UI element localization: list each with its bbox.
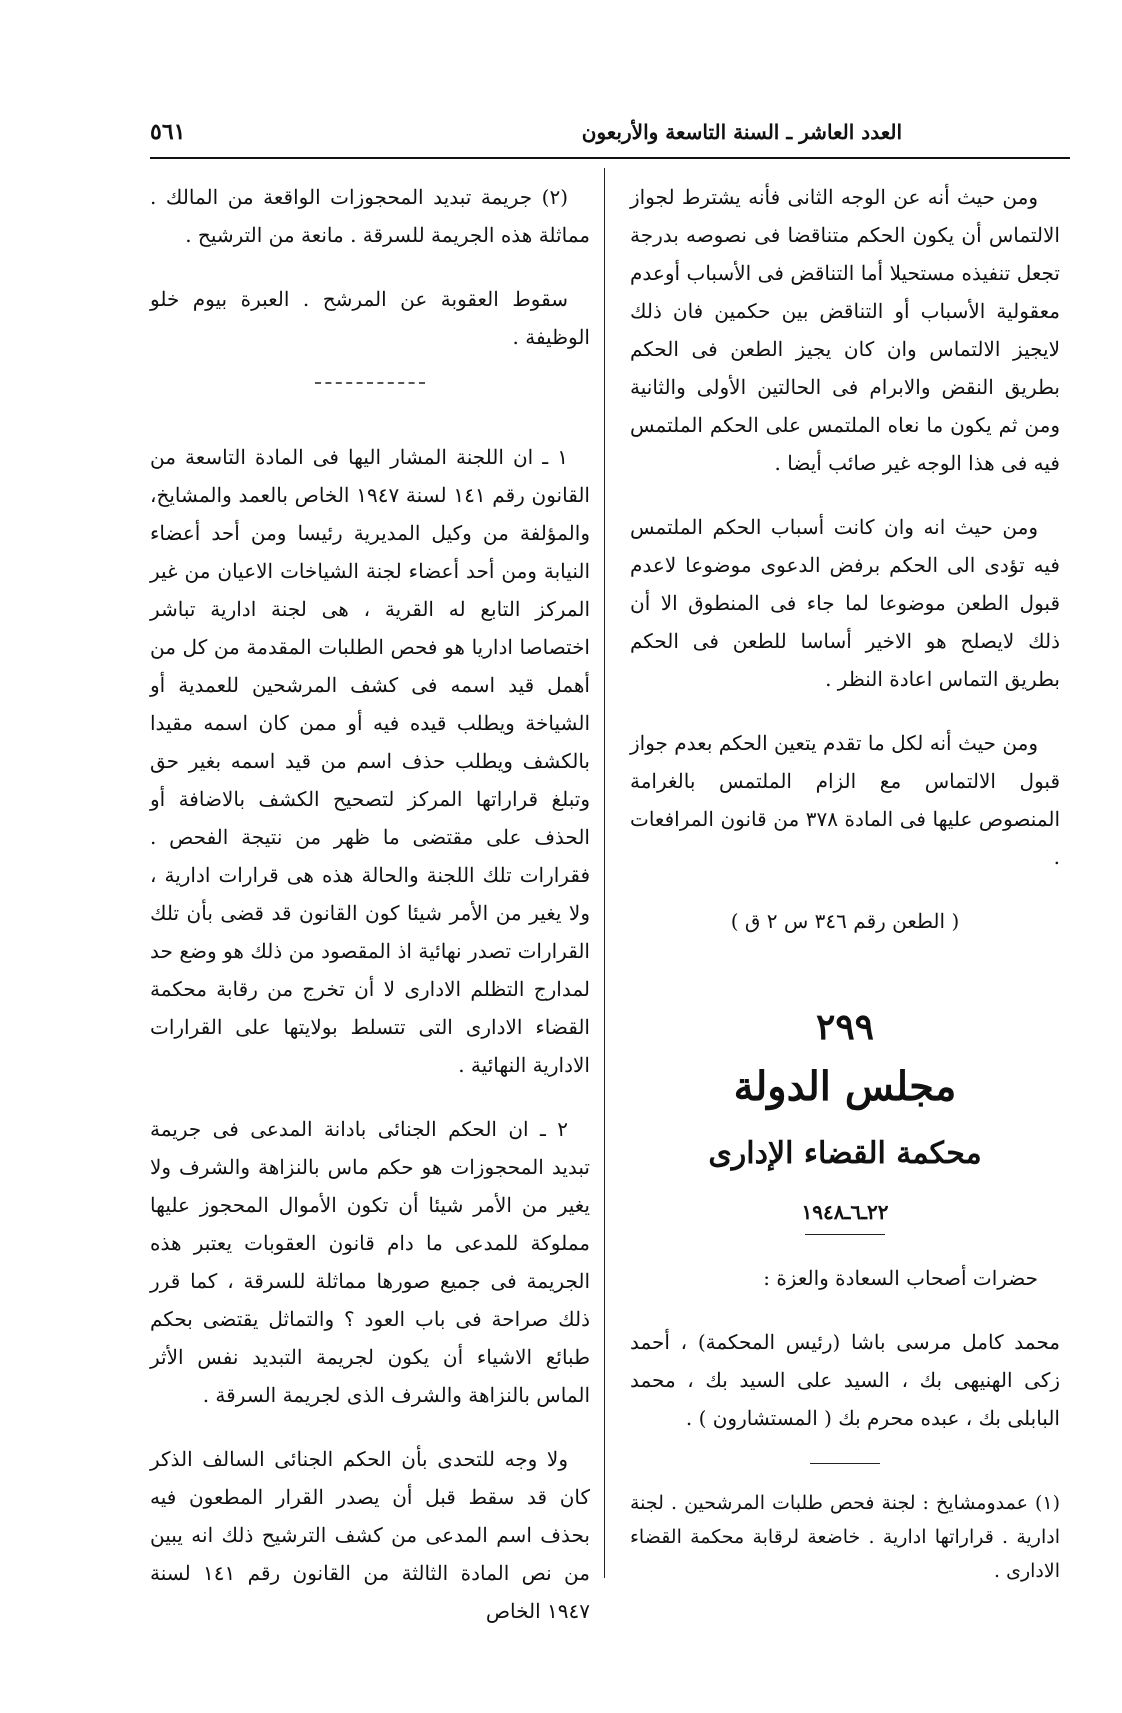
paragraph: ١ ـ ان اللجنة المشار اليها فى المادة التاسعة من القانون رقم ١٤١ لسنة ١٩٤٧ الخاص بالعمد والمشايخ، والمؤلفة من وكيل المديرية رئيسا ومن أحد أعضاء النيابة ومن أحد أعضاء لجنة الشياخات الاعيان من غير المركز التابع له القرية ، هى لجنة ادارية تباشر اختصاصا اداريا هو فحص الطلبات المقدمة من كل من أهمل قيد اسمه فى كشف المرشحين للعمدية أو الشياخة ويطلب قيده فيه أو ممن كان اسمه مقيدا بالكشف ويطلب حذف اسم من قيد اسمه بغير حق وتبلغ قراراتها المركز لتصحيح الكشف بالاضافة أو الحذف على مقتضى ما ظهر من نتيجة الفحص . فقرارات تلك اللجنة والحالة هذه هى قرارات ادارية ، ولا يغير من الأمر شيئا كون القانون قد قضى بأن تلك القرارات تصدر نهائية اذ المقصود من ذلك هو وضع حد لمدارج التظلم الادارى لا أن تخرج من رقابة محكمة القضاء الادارى التى تتسلط بولايتها على القرارات الادارية النهائية . — [150, 445, 590, 1077]
paragraph: ولا وجه للتحدى بأن الحكم الجنائى السالف الذكر كان قد سقط قبل أن يصدر القرار المطعون فيه بحذف اسم المدعى من كشف الترشيح ذلك انه يبين من نص المادة الثالثة من القانون رقم ١٤١ لسنة ١٩٤٧ الخاص — [150, 1447, 590, 1623]
divider — [805, 1234, 885, 1235]
column-divider — [604, 168, 605, 1578]
summary-point: سقوط العقوبة عن المرشح . العبرة بيوم خلو الوظيفة . — [150, 287, 590, 349]
case-reference: ( الطعن رقم ٣٤٦ س ٢ ق ) — [730, 909, 960, 933]
members-heading: حضرات أصحاب السعادة والعزة : — [763, 1266, 1038, 1290]
left-column — [150, 178, 590, 1656]
judgment-date: ٢٢ـ٦ـ١٩٤٨ — [801, 1200, 889, 1224]
header-rule — [150, 157, 1070, 159]
members-list: محمد كامل مرسى باشا (رئيس المحكمة) ، أحمد زكى الهنيهى بك ، السيد على السيد بك ، محمد البابلى بك ، عبده محرم بك ( المستشارون ) . — [630, 1330, 1060, 1430]
summary-point: (٢) جريمة تبديد المحجوزات الواقعة من المالك . مماثلة هذه الجريمة للسرقة . مانعة من الترشيح . — [150, 185, 590, 247]
paragraph: ومن حيث أنه لكل ما تقدم يتعين الحكم بعدم جواز قبول الالتماس مع الزام الملتمس بالغرامة المنصوص عليها فى المادة ٣٧٨ من قانون المرافعات . — [630, 731, 1061, 869]
paragraph: ٢ ـ ان الحكم الجنائى بادانة المدعى فى جريمة تبديد المحجوزات هو حكم ماس بالنزاهة والشرف ولا يغير من الأمر شيئا أن تكون الأموال المحجوز عليها مملوكة للمدعى ما دام قانون العقوبات يعتبر هذه الجريمة فى جميع صورها مماثلة للسرقة ، كما قرر ذلك صراحة فى باب العود ؟ والتماثل يقتضى بحكم طبائع الاشياء أن يكون لجريمة التبديد نفس الأثر الماس بالنزاهة والشرف الذى لجريمة السرقة . — [150, 1117, 590, 1407]
paragraph: ومن حيث أنه عن الوجه الثانى فأنه يشترط لجواز الالتماس أن يكون الحكم متناقضا فى نصوصه بدرجة تجعل تنفيذه مستحيلا أما التناقض فى الأسباب أوعدم معقولية الأسباب أو التناقض بين حكمين فان ذلك لايجيز الالتماس وان كان يجيز الطعن فى الحكم بطريق النقض والابرام فى الحالتين الأولى والثانية ومن ثم يكون ما نعاه الملتمس على الحكم الملتمس فيه فى هذا الوجه غير صائب أيضا . — [630, 185, 1060, 475]
section-divider — [315, 382, 425, 384]
footnote: (١) عمدومشايخ : لجنة فحص طلبات المرشحين . لجنة ادارية . قراراتها ادارية . خاضعة لرقابة محكمة القضاء الادارى . — [630, 1492, 1060, 1582]
divider — [810, 1463, 880, 1464]
court-name: مجلس الدولة — [733, 1063, 957, 1110]
chamber-name: محكمة القضاء الإدارى — [708, 1136, 982, 1171]
paragraph: ومن حيث انه وان كانت أسباب الحكم الملتمس فيه تؤدى الى الحكم برفض الدعوى موضوعا لاعدم قبول الطعن موضوعا لما جاء فى المنطوق الا أن ذلك لايصلح هو الاخير أساسا للطعن فى الحكم بطريق التماس اعادة النظر . — [630, 515, 1060, 691]
running-title: العدد العاشر ـ السنة التاسعة والأربعون — [581, 120, 902, 144]
page-header — [150, 108, 952, 156]
page-number: ٥٦١ — [150, 119, 186, 145]
case-number: ٢٩٩ — [815, 1006, 874, 1048]
right-column — [630, 178, 1060, 1614]
